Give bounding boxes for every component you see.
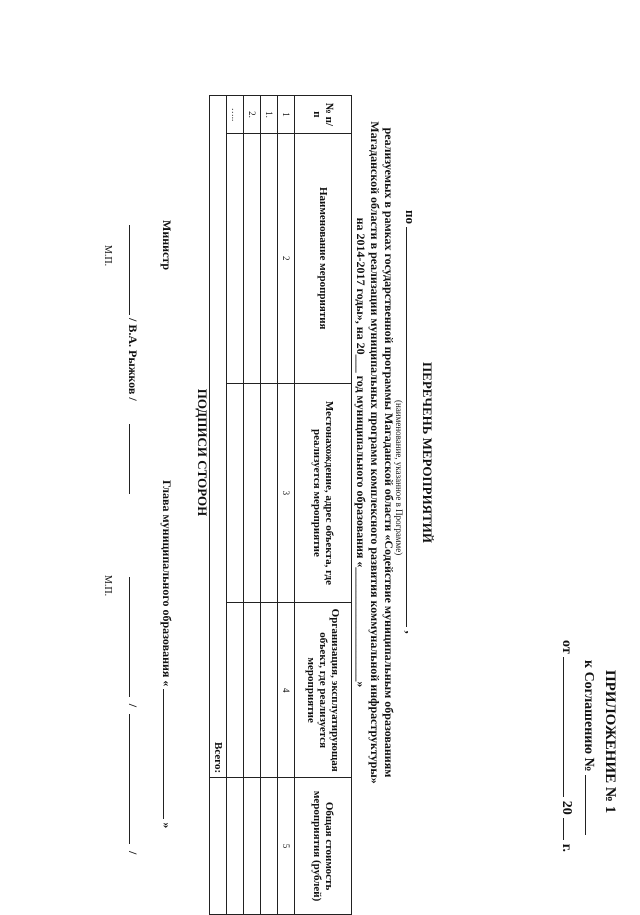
minister-name: / В.А. Рыжков / — [126, 318, 140, 401]
table-row — [227, 96, 244, 915]
table-total-row — [210, 96, 227, 915]
agreement-label: к Соглашению № — [581, 660, 596, 772]
table-header-row — [295, 96, 352, 915]
row-number: 1. — [261, 96, 278, 134]
agreement-date — [558, 640, 574, 852]
header-number: № п/п — [295, 96, 352, 134]
table-cell — [261, 778, 278, 915]
header-location: Местонахождение, адрес объекта, где реализуется мероприятие — [295, 383, 352, 603]
table-cell — [244, 133, 261, 383]
list-title: ПЕРЕЧЕНЬ МЕРОПРИЯТИЙ — [420, 362, 435, 543]
table-row — [244, 96, 261, 915]
minister-label: Министр — [160, 220, 174, 271]
signatures-title: ПОДПИСИ СТОРОН — [195, 388, 210, 517]
stamp-place-head: М.П. — [102, 575, 113, 597]
number-cell: 1 — [278, 96, 295, 134]
po-line: по , — [403, 210, 418, 634]
number-cell: 4 — [278, 603, 295, 778]
row-number: 2. — [244, 96, 261, 134]
number-cell: 3 — [278, 383, 295, 603]
agreement-line — [580, 660, 596, 835]
head-label-suffix: » — [160, 822, 174, 829]
date-prefix: от — [559, 640, 574, 654]
row-number: ….. — [227, 96, 244, 134]
date-century: 20 — [559, 800, 574, 815]
table-cell — [227, 133, 244, 383]
stamp-place-minister: М.П. — [102, 245, 113, 267]
number-cell: 2 — [278, 133, 295, 383]
table-cell — [244, 603, 261, 778]
table-cell — [227, 603, 244, 778]
total-label: Всего: — [210, 96, 227, 778]
table-cell — [261, 603, 278, 778]
po-label: по — [403, 210, 418, 224]
header-name: Наименование мероприятия — [295, 133, 352, 383]
table-cell — [261, 133, 278, 383]
head-label: Глава муниципального образования « — [160, 480, 174, 687]
header-cost: Общая стоимость мероприятия (рублей) — [295, 778, 352, 915]
table-cell — [244, 778, 261, 915]
table-cell — [244, 383, 261, 603]
head-label-line — [159, 480, 174, 828]
appendix-title: ПРИЛОЖЕНИЕ № 1 — [602, 670, 618, 814]
table-row — [261, 96, 278, 915]
table-number-row — [278, 96, 295, 915]
table-cell — [261, 383, 278, 603]
measures-table — [209, 95, 352, 915]
minister-signature-line: / В.А. Рыжков / / / — [125, 225, 140, 854]
description-line-1: реализуемых в рамках государственной программы Магаданской области «Содействие муниципальным образованиям — [382, 127, 396, 778]
number-cell: 5 — [278, 778, 295, 915]
total-value — [210, 778, 227, 915]
table-cell — [227, 383, 244, 603]
po-caption: (наименование, указанное в Программе) — [394, 400, 404, 556]
header-organization: Организация, эксплуатирующая объект, где реализуется мероприятие — [295, 603, 352, 778]
description-line-3: на 2014-2017 годы», на 20___ год муниципального образования «___________________» — [354, 217, 368, 688]
table-cell — [227, 778, 244, 915]
description-line-2: Магаданской области в реализации муниципальных программ комплексного развития коммунальной инфраструктуры» — [368, 121, 382, 784]
date-suffix: г. — [559, 843, 574, 852]
